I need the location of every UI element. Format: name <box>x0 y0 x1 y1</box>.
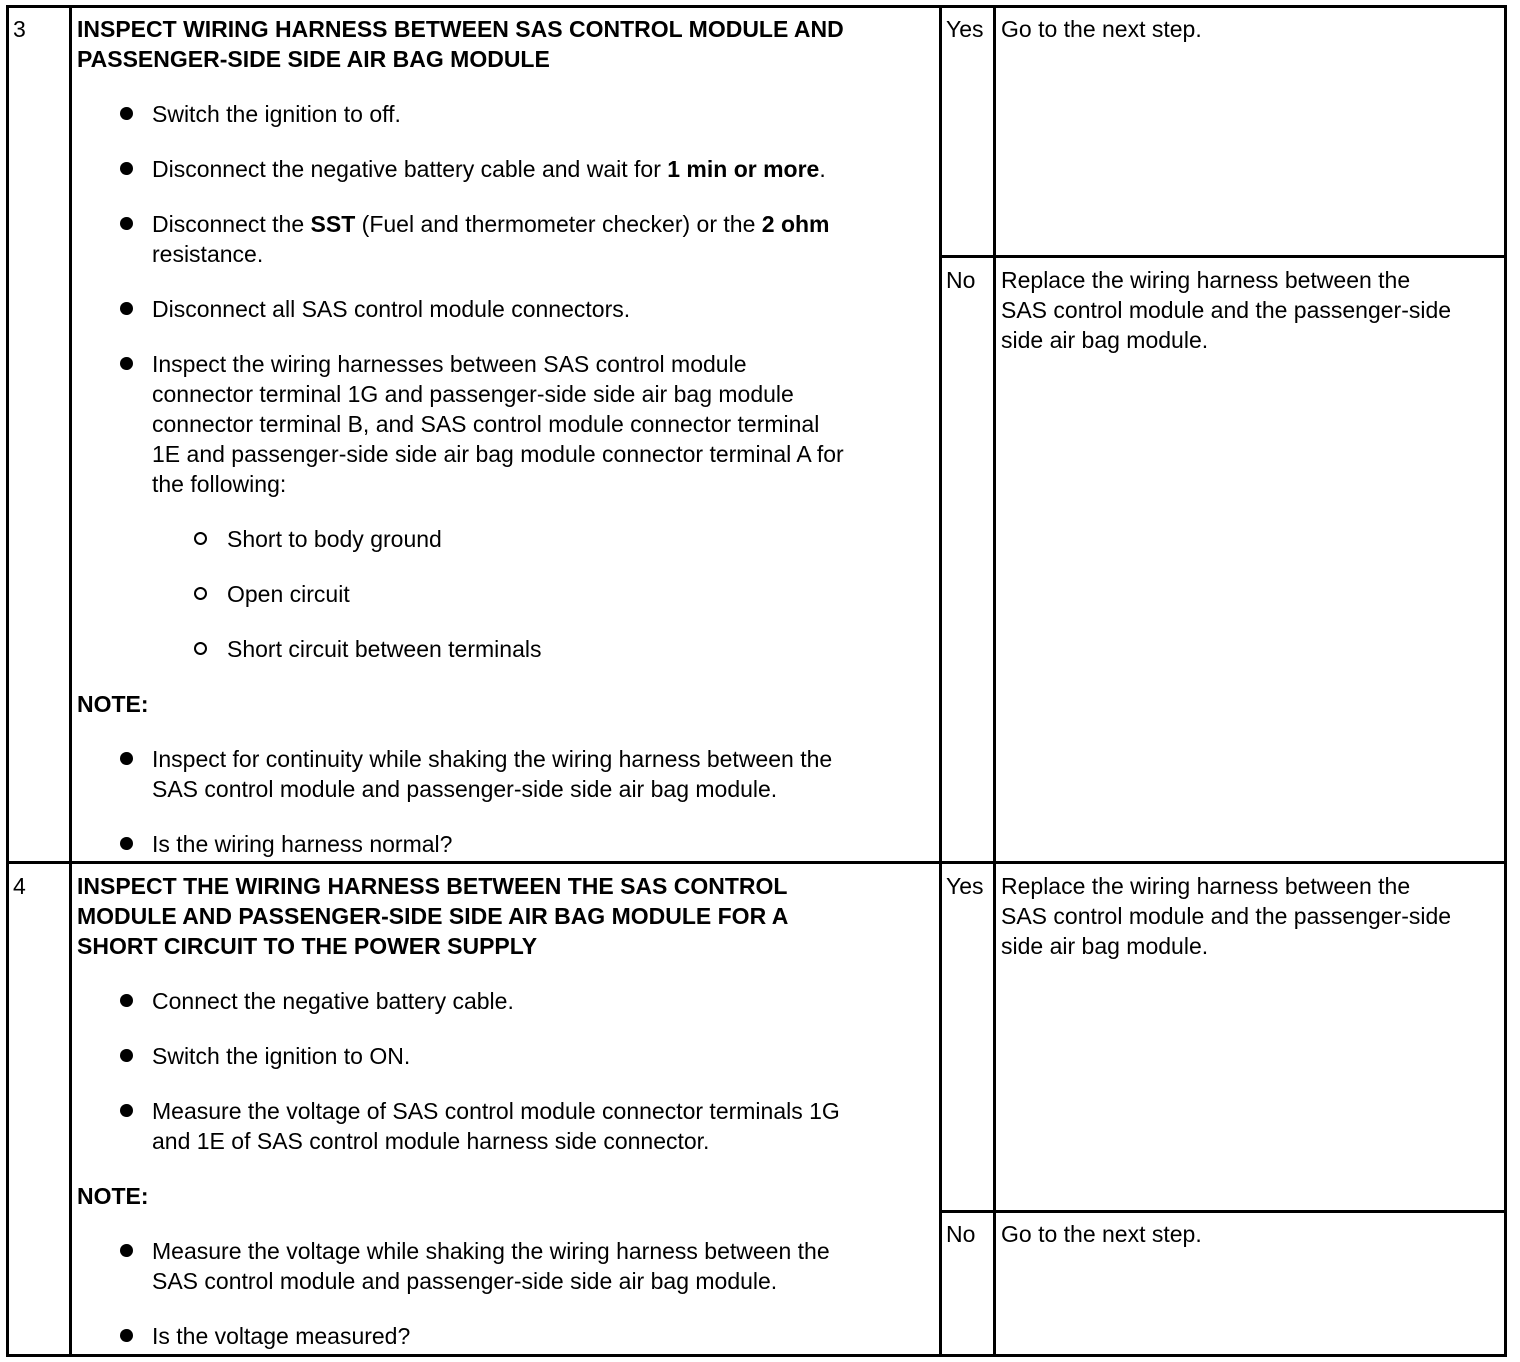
bullet-icon <box>120 752 133 765</box>
sub-bullet-text: Short circuit between terminals <box>227 636 542 662</box>
question-text: Is the voltage measured? <box>152 1323 411 1349</box>
step-row-divider <box>6 861 1507 864</box>
sub-bullet-text: Open circuit <box>227 581 350 607</box>
bullet-text: Switch the ignition to off. <box>152 101 401 127</box>
bullet-text: Disconnect all SAS control module connectors. <box>152 296 631 322</box>
bullet-text: Measure the voltage of SAS control module connector terminals 1G <box>152 1098 840 1124</box>
step-title-line: INSPECT WIRING HARNESS BETWEEN SAS CONTROL MODULE AND <box>77 16 844 42</box>
table-top-border <box>6 5 1507 8</box>
bullet-icon <box>120 162 133 175</box>
question-text: Is the wiring harness normal? <box>152 831 453 857</box>
bullet-icon <box>120 1329 133 1342</box>
bullet-text: 1E and passenger-side side air bag module connector terminal A for <box>152 441 844 467</box>
bullet-text: connector terminal B, and SAS control module connector terminal <box>152 411 820 437</box>
yes-label: Yes <box>946 16 984 42</box>
bullet-text: Disconnect the SST (Fuel and thermometer checker) or the 2 ohm <box>152 211 830 237</box>
number-column-divider <box>69 5 72 1357</box>
bullet-text: Switch the ignition to ON. <box>152 1043 411 1069</box>
bullet-text: Inspect the wiring harnesses between SAS control module <box>152 351 747 377</box>
note-label: NOTE: <box>77 1183 149 1209</box>
bullet-text: resistance. <box>152 241 264 267</box>
no-label: No <box>946 1221 976 1247</box>
bullet-text: connector terminal 1G and passenger-side side air bag module <box>152 381 794 407</box>
step-title-line: INSPECT THE WIRING HARNESS BETWEEN THE SAS CONTROL <box>77 873 788 899</box>
result-column-divider <box>993 5 996 1357</box>
note-bullet-text: Measure the voltage while shaking the wiring harness between the <box>152 1238 830 1264</box>
note-bullet-text: SAS control module and passenger-side side air bag module. <box>152 1268 778 1294</box>
bullet-icon <box>120 1244 133 1257</box>
sub-bullet-text: Short to body ground <box>227 526 442 552</box>
bullet-text: the following: <box>152 471 287 497</box>
bullet-icon <box>120 217 133 230</box>
step-title-line: PASSENGER-SIDE SIDE AIR BAG MODULE <box>77 46 550 72</box>
table-bottom-border <box>6 1354 1507 1357</box>
table-right-border <box>1504 5 1507 1357</box>
step-title-line: SHORT CIRCUIT TO THE POWER SUPPLY <box>77 933 538 959</box>
note-bullet-text: Inspect for continuity while shaking the wiring harness between the <box>152 746 833 772</box>
yes-label: Yes <box>946 873 984 899</box>
no-action: SAS control module and the passenger-side <box>1001 297 1452 323</box>
yes-action: SAS control module and the passenger-side <box>1001 903 1452 929</box>
sub-bullet-icon <box>194 532 207 545</box>
note-bullet-text: SAS control module and passenger-side side air bag module. <box>152 776 778 802</box>
yes-action: Go to the next step. <box>1001 16 1202 42</box>
bullet-icon <box>120 302 133 315</box>
bullet-icon <box>120 1104 133 1117</box>
procedure-column-divider <box>939 5 942 1357</box>
note-label: NOTE: <box>77 691 149 717</box>
table-left-border <box>6 5 9 1357</box>
step3-yes-no-divider <box>939 255 1507 258</box>
sub-bullet-icon <box>194 587 207 600</box>
no-label: No <box>946 267 976 293</box>
bullet-icon <box>120 994 133 1007</box>
step-number: 4 <box>13 873 26 899</box>
bullet-text: Connect the negative battery cable. <box>152 988 514 1014</box>
no-action: Replace the wiring harness between the <box>1001 267 1411 293</box>
bullet-icon <box>120 837 133 850</box>
step4-yes-no-divider <box>939 1210 1507 1213</box>
yes-action: Replace the wiring harness between the <box>1001 873 1411 899</box>
bullet-text: and 1E of SAS control module harness side connector. <box>152 1128 710 1154</box>
bullet-icon <box>120 1049 133 1062</box>
sub-bullet-icon <box>194 642 207 655</box>
bullet-icon <box>120 357 133 370</box>
yes-action: side air bag module. <box>1001 933 1209 959</box>
step-number: 3 <box>13 16 26 42</box>
no-action: Go to the next step. <box>1001 1221 1202 1247</box>
no-action: side air bag module. <box>1001 327 1209 353</box>
step-title-line: MODULE AND PASSENGER-SIDE SIDE AIR BAG MODULE FOR A <box>77 903 789 929</box>
bullet-text: Disconnect the negative battery cable and wait for 1 min or more. <box>152 156 826 182</box>
bullet-icon <box>120 107 133 120</box>
